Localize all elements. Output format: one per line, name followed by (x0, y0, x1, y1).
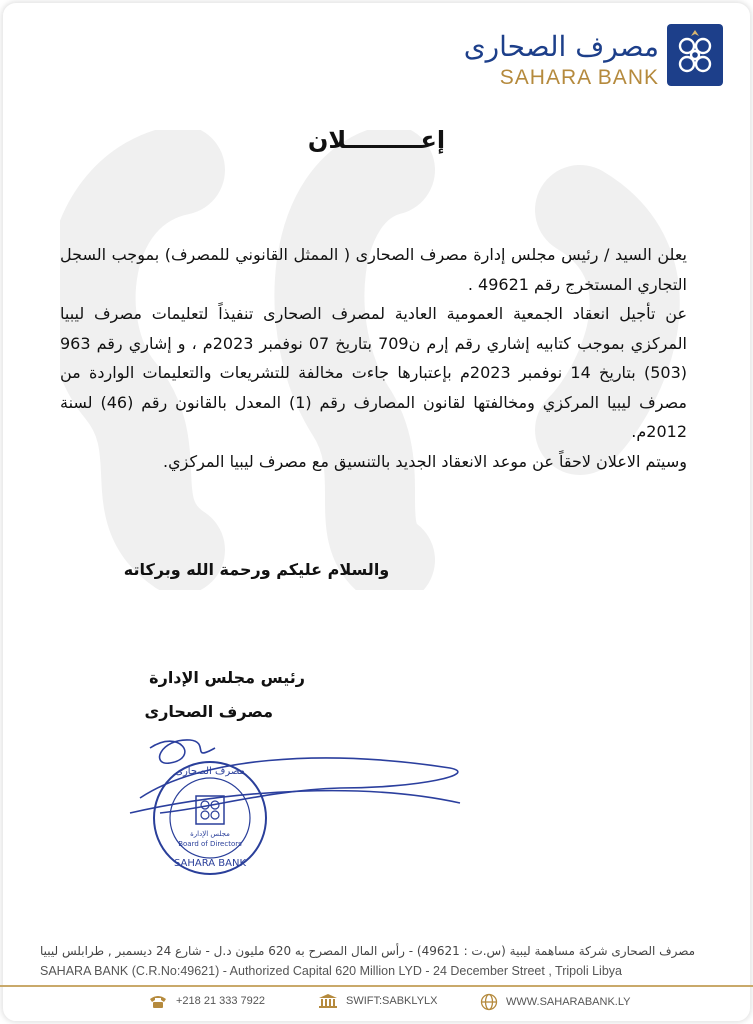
bank-emblem-icon (667, 24, 723, 86)
paragraph-postponement: عن تأجيل انعقاد الجمعية العمومية العادية لمصرف الصحارى تنفيذاً لتعليمات مصرف ليبيا المركزي بموجب كتابيه إشاري رقم إرم ن709 بتاريخ 07 نوفمبر 2023م ، و إشاري رقم 963 (503) بتاريخ 14 نوفمبر 2023م بإعتبارها جاءت مخالفة للتشريعات والتعليمات الواردة من مصرف ليبيا المركزي ومخالفتها لقانون المصارف رقم (1) المعدل بالقانون رقم (46) لسنة 2012م. (60, 304, 688, 441)
paragraph-intro: يعلن السيد / رئيس مجلس إدارة مصرف الصحارى ( الممثل القانوني للمصرف) بموجب السجل التجاري المستخرج رقم 49621 . (60, 245, 687, 294)
official-stamp (150, 758, 270, 878)
footer-website[interactable] (480, 993, 630, 1011)
document-page (2, 2, 751, 1022)
announcement-title: إعـــــــــلان (307, 126, 446, 154)
stamp-text-bottom: SAHARA BANK (173, 858, 247, 869)
phone-icon (148, 993, 168, 1009)
globe-icon (480, 993, 498, 1011)
signer-title: رئيس مجلس الإدارة (149, 668, 305, 687)
footer-swift (318, 993, 438, 1009)
bank-name-arabic: مصرف الصحارى (463, 30, 659, 63)
bank-logo (463, 24, 723, 94)
swift-code: SWIFT:SABKLYLX (346, 995, 438, 1007)
phone-number: +218 21 333 7922 (176, 995, 266, 1007)
announcement-body (60, 240, 705, 476)
footer-phone (148, 993, 265, 1009)
stamp-text-mid-en: Board of Directors (178, 840, 242, 848)
website-link[interactable]: WWW.SAHARABANK.LY (506, 996, 631, 1008)
bank-name-english: SAHARA BANK (499, 66, 659, 89)
footer-arabic-line: مصرف الصحارى شركة مساهمة ليبية (س.ت : 49621) - رأس المال المصرح به 620 مليون د.ل - شارع 24 ديسمبر , طرابلس ليبيا (40, 944, 696, 958)
footer-divider (0, 985, 753, 987)
footer-english-line: SAHARA BANK (C.R.No:49621) - Authorized Capital 620 Million LYD - 24 December Street , Tripoli Libya (40, 964, 622, 978)
closing-greeting: والسلام عليكم ورحمة الله وبركاته (123, 560, 390, 579)
signer-organization: مصرف الصحارى (144, 702, 273, 721)
stamp-text-top: مصرف الصحارى (175, 766, 245, 777)
paragraph-followup: وسيتم الاعلان لاحقاً عن موعد الانعقاد الجديد بالتنسيق مع مصرف ليبيا المركزي. (163, 451, 687, 471)
stamp-text-mid-ar: مجلس الإدارة (190, 830, 230, 838)
bank-building-icon (318, 993, 338, 1009)
